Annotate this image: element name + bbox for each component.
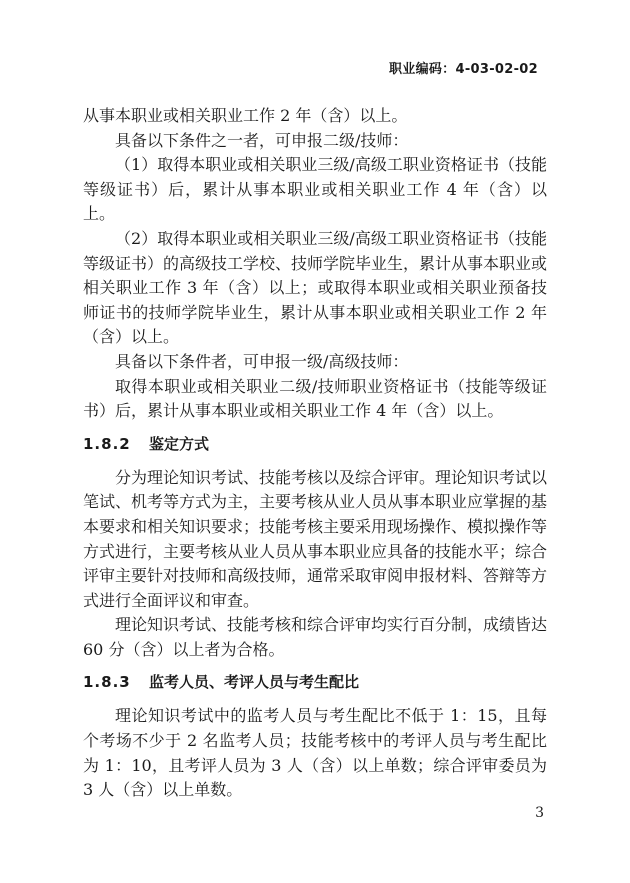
document-body — [83, 104, 547, 803]
section-heading-1-8-3 — [83, 670, 547, 694]
paragraph-level1-intro: 具备以下条件者，可申报一级/高级技师： — [115, 351, 409, 371]
paragraph-scoring: 理论知识考试、技能考核和综合评审均实行百分制，成绩皆达 60 分（含）以上者为合格。 — [83, 615, 548, 659]
page-number: 3 — [535, 805, 544, 821]
paragraph-continuation: 从事本职业或相关职业工作 2 年（含）以上。 — [83, 106, 408, 125]
paragraph-level2-condition-2: （2）取得本职业或相关职业三级/高级工职业资格证书（技能等级证书）的高级技工学校、技师学院毕业生，累计从事本职业或相关职业工作 3 年（含）以上；或取得本职业或相关职业预备技师证书的技师学院毕业生，累计从事本职业或相关职业工作 2 年（含）以上。 — [83, 228, 548, 347]
paragraph-assessment-methods: 分为理论知识考试、技能考核以及综合评审。理论知识考试以笔试、机考等方式为主，主要考核从业人员从事本职业应掌握的基本要求和相关知识要求；技能考核主要采用现场操作、模拟操作等方式进行，主要考核从业人员从事本职业应具备的技能水平；综合评审主要针对技师和高级技师，通常采取审阅申报材料、答辩等方式进行全面评议和审查。 — [83, 467, 548, 610]
paragraph-staff-ratio: 理论知识考试中的监考人员与考生配比不低于 1：15，且每个考场不少于 2 名监考人员；技能考核中的考评人员与考生配比为 1：10，且考评人员为 3 人（含）以上单数；综合评审委员为 3 人（含）以上单数。 — [83, 706, 547, 800]
section-title: 鉴定方式 — [149, 434, 210, 453]
paragraph-level2-intro: 具备以下条件之一者，可申报二级/技师： — [115, 130, 409, 150]
section-heading-1-8-2 — [83, 432, 547, 456]
section-number: 1.8.2 — [83, 434, 131, 453]
section-number: 1.8.3 — [83, 673, 131, 692]
paragraph-level1-condition: 取得本职业或相关职业二级/技师职业资格证书（技能等级证书）后，累计从事本职业或相关职业工作 4 年（含）以上。 — [83, 376, 547, 421]
section-title: 监考人员、考评人员与考生配比 — [149, 673, 360, 692]
occupation-code: 职业编码：4-03-02-02 — [388, 62, 538, 77]
paragraph-level2-condition-1: （1）取得本职业或相关职业三级/高级工职业资格证书（技能等级证书）后，累计从事本职业或相关职业工作 4 年（含）以上。 — [83, 155, 547, 224]
